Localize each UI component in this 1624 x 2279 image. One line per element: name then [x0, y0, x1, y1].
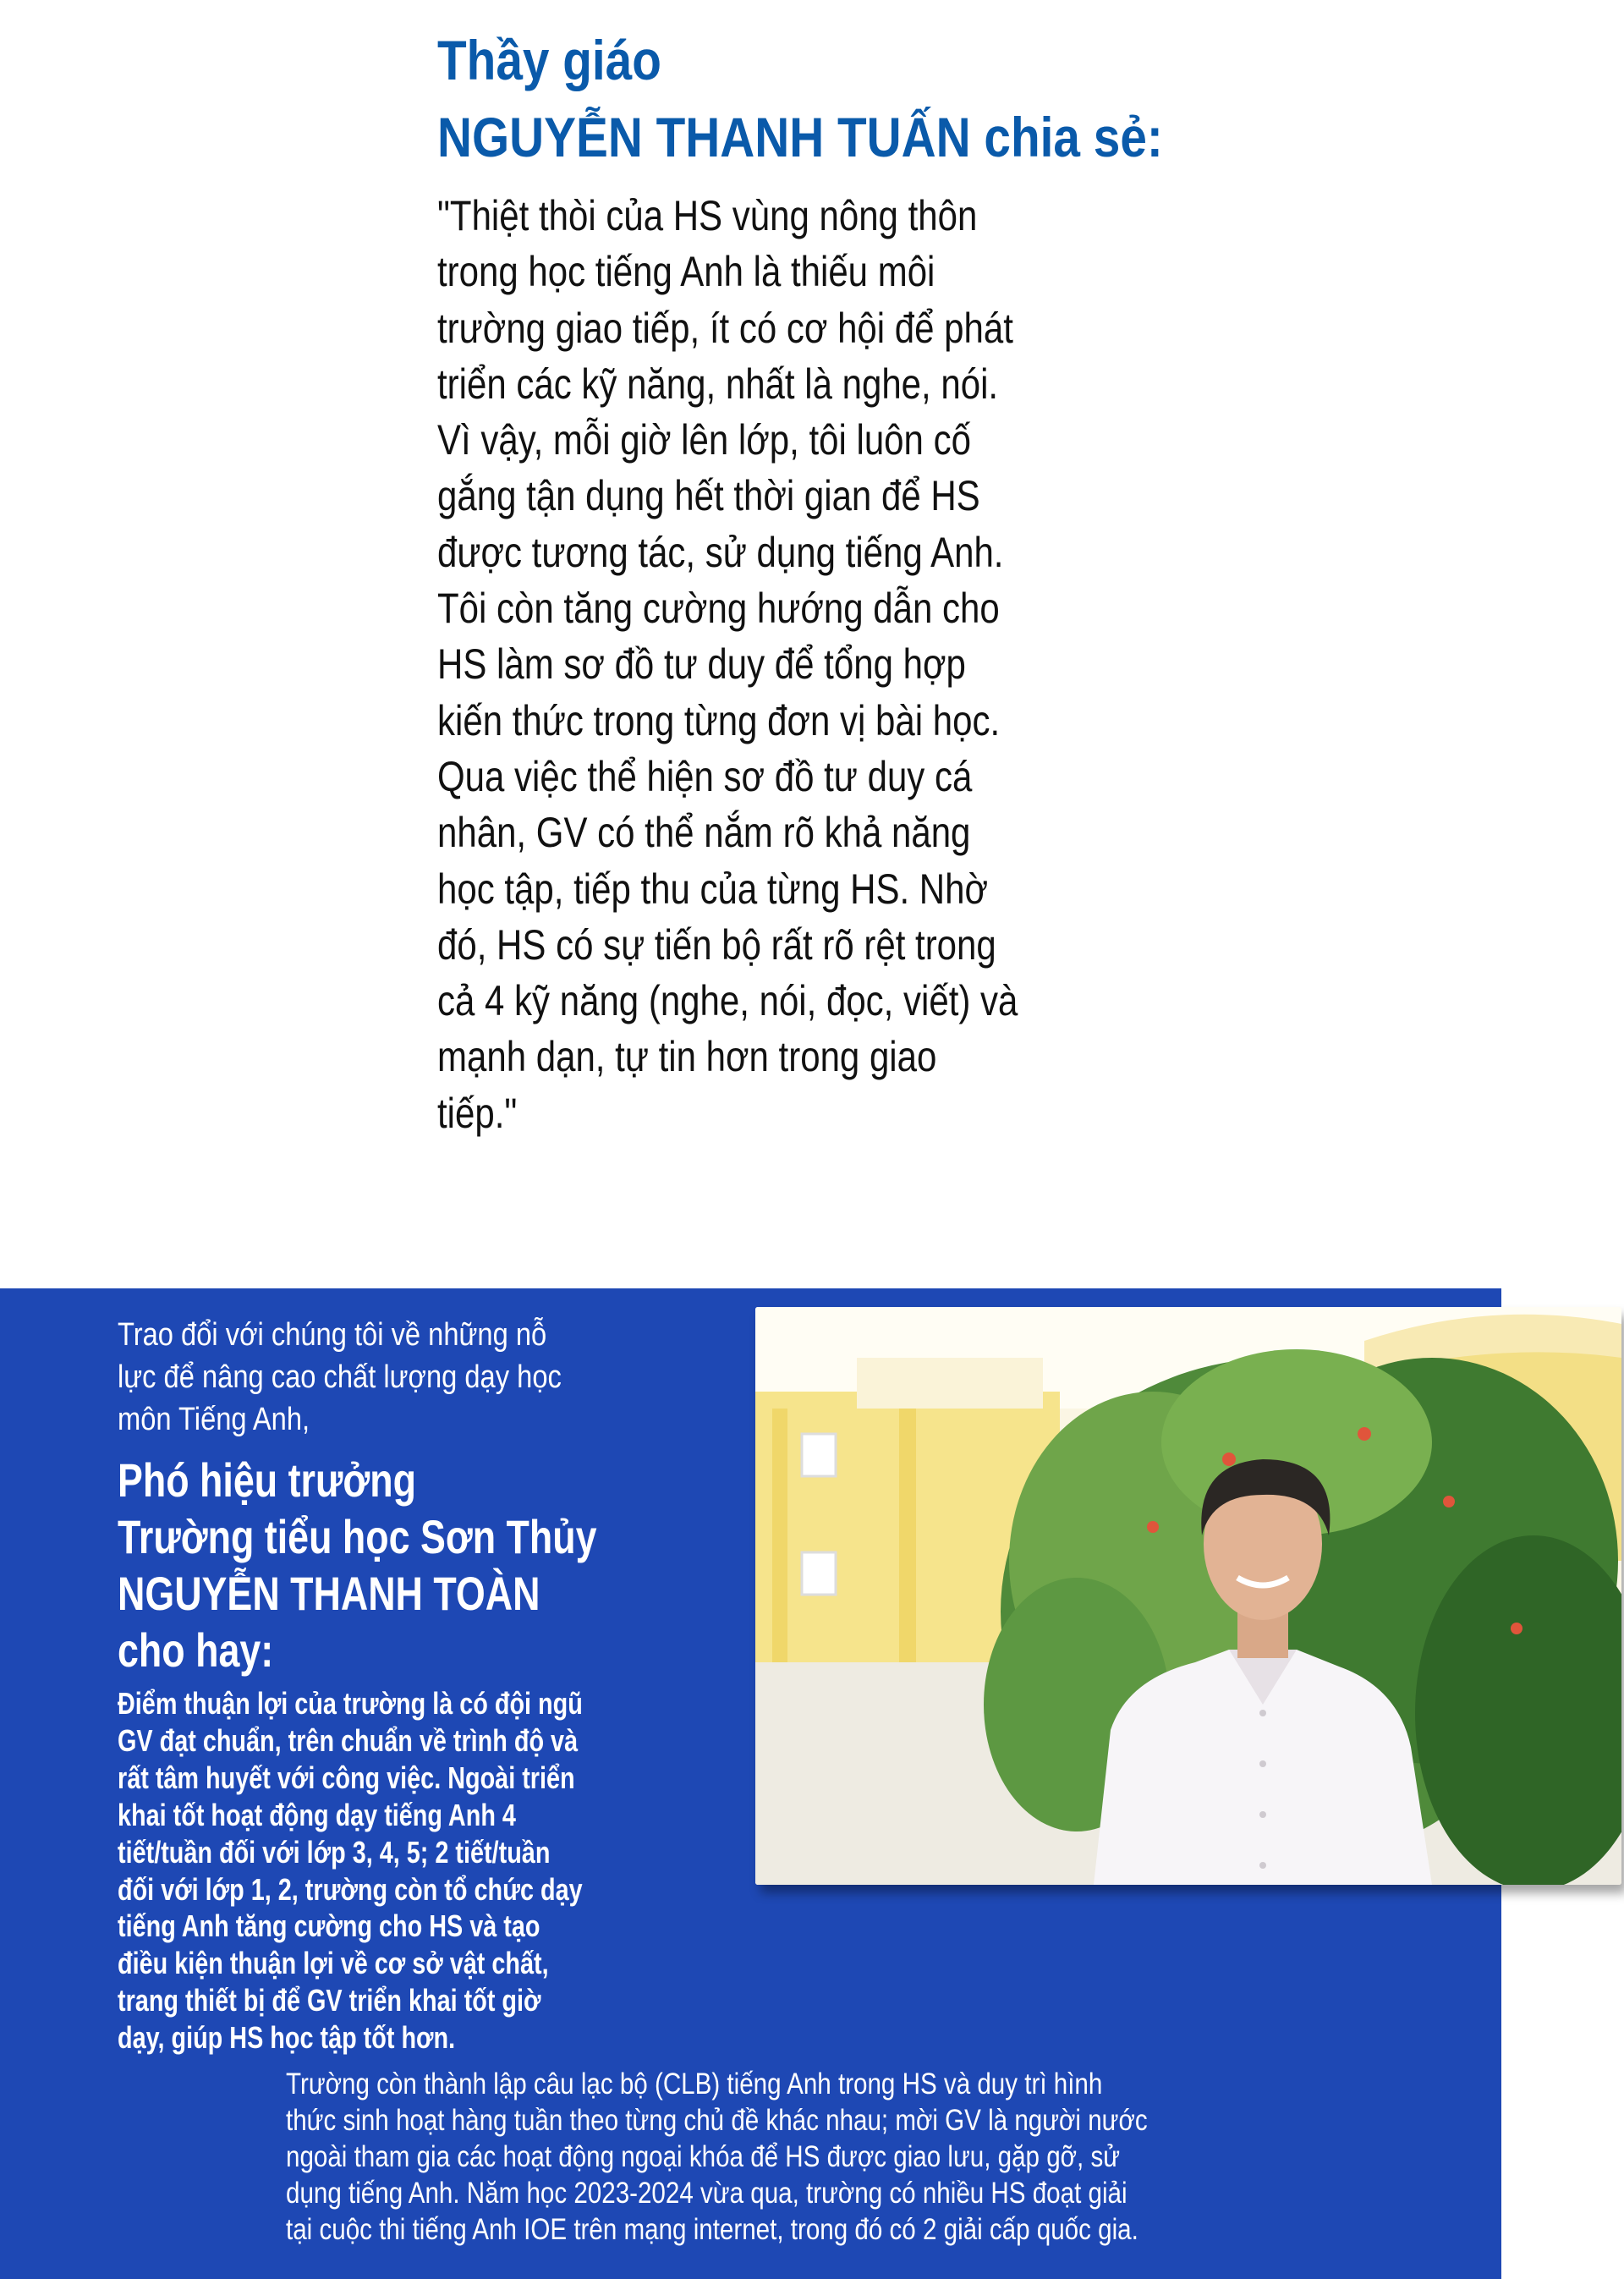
paragraph-line: ngoài tham gia các hoạt động ngoại khóa để HS được giao lưu, gặp gỡ, sử [286, 2140, 1121, 2173]
quote-line: nhân, GV có thể nắm rõ khả năng [437, 809, 971, 857]
panel-heading [118, 1452, 716, 1678]
portrait-photo-illustration [755, 1307, 1621, 1885]
paragraph-line: GV đạt chuẩn, trên chuẩn về trình độ và [118, 1722, 579, 1758]
heading-line: cho hay: [118, 1623, 274, 1677]
heading-line: Phó hiệu trưởng [118, 1453, 416, 1507]
panel-bottom-paragraph [286, 2066, 1306, 2248]
intro-line: lực để nâng cao chất lượng dạy học [118, 1359, 562, 1395]
paragraph-line: đối với lớp 1, 2, trường còn tổ chức dạy [118, 1871, 583, 1907]
paragraph-line: trang thiết bị để GV triển khai tốt giờ [118, 1983, 541, 2018]
quote-line: trường giao tiếp, ít có cơ hội để phát [437, 304, 1013, 352]
portrait-photo [755, 1307, 1621, 1885]
heading-line: Trường tiểu học Sơn Thủy [118, 1510, 597, 1563]
article-title [437, 22, 1281, 176]
quote-line: Vì vậy, mỗi giờ lên lớp, tôi luôn cố [437, 416, 971, 464]
quote-line: kiến thức trong từng đơn vị bài học. [437, 696, 1001, 744]
teacher-quote [437, 188, 1128, 1141]
quote-line: được tương tác, sử dụng tiếng Anh. [437, 528, 1004, 576]
intro-line: môn Tiếng Anh, [118, 1402, 310, 1437]
title-line: Thầy giáo [437, 29, 661, 91]
quote-line: mạnh dạn, tự tin hơn trong giao [437, 1033, 937, 1081]
quote-line: cả 4 kỹ năng (nghe, nói, đọc, viết) và [437, 977, 1018, 1025]
quote-line: HS làm sơ đồ tư duy để tổng hợp [437, 640, 966, 689]
paragraph-line: Điểm thuận lợi của trường là có đội ngũ [118, 1686, 583, 1721]
quote-line: tiếp." [437, 1089, 518, 1137]
paragraph-line: tiết/tuần đối với lớp 3, 4, 5; 2 tiết/tuần [118, 1834, 551, 1870]
quote-line: học tập, tiếp thu của từng HS. Nhờ [437, 865, 989, 913]
panel-bold-paragraph [118, 1685, 699, 2057]
paragraph-line: dạy, giúp HS học tập tốt hơn. [118, 2020, 456, 2056]
title-line: NGUYỄN THANH TUẤN chia sẻ: [437, 106, 1163, 168]
paragraph-line: dụng tiếng Anh. Năm học 2023-2024 vừa qua, trường có nhiều HS đoạt giải [286, 2177, 1127, 2210]
quote-line: trong học tiếng Anh là thiếu môi [437, 248, 935, 296]
paragraph-line: khai tốt hoạt động dạy tiếng Anh 4 [118, 1797, 516, 1832]
quote-line: gắng tận dụng hết thời gian để HS [437, 472, 980, 520]
intro-line: Trao đổi với chúng tôi về những nỗ [118, 1317, 547, 1353]
paragraph-line: tiếng Anh tăng cường cho HS và tạo [118, 1908, 540, 1944]
paragraph-line: rất tâm huyết với công việc. Ngoài triển [118, 1760, 575, 1795]
paragraph-line: thức sinh hoạt hàng tuần theo từng chủ đề khác nhau; mời GV là người nước [286, 2104, 1148, 2137]
quote-line: "Thiệt thòi của HS vùng nông thôn [437, 192, 978, 239]
paragraph-line: Trường còn thành lập câu lạc bộ (CLB) tiếng Anh trong HS và duy trì hình [286, 2068, 1103, 2101]
paragraph-line: điều kiện thuận lợi về cơ sở vật chất, [118, 1946, 549, 1981]
quote-line: đó, HS có sự tiến bộ rất rõ rệt trong [437, 920, 996, 969]
quote-line: Qua việc thể hiện sơ đồ tư duy cá [437, 752, 973, 800]
paragraph-line: tại cuộc thi tiếng Anh IOE trên mạng internet, trong đó có 2 giải cấp quốc gia. [286, 2213, 1138, 2246]
heading-line: NGUYỄN THANH TOÀN [118, 1567, 540, 1620]
panel-intro [118, 1314, 634, 1441]
quote-line: Tôi còn tăng cường hướng dẫn cho [437, 585, 1000, 633]
quote-line: triển các kỹ năng, nhất là nghe, nói. [437, 360, 999, 408]
